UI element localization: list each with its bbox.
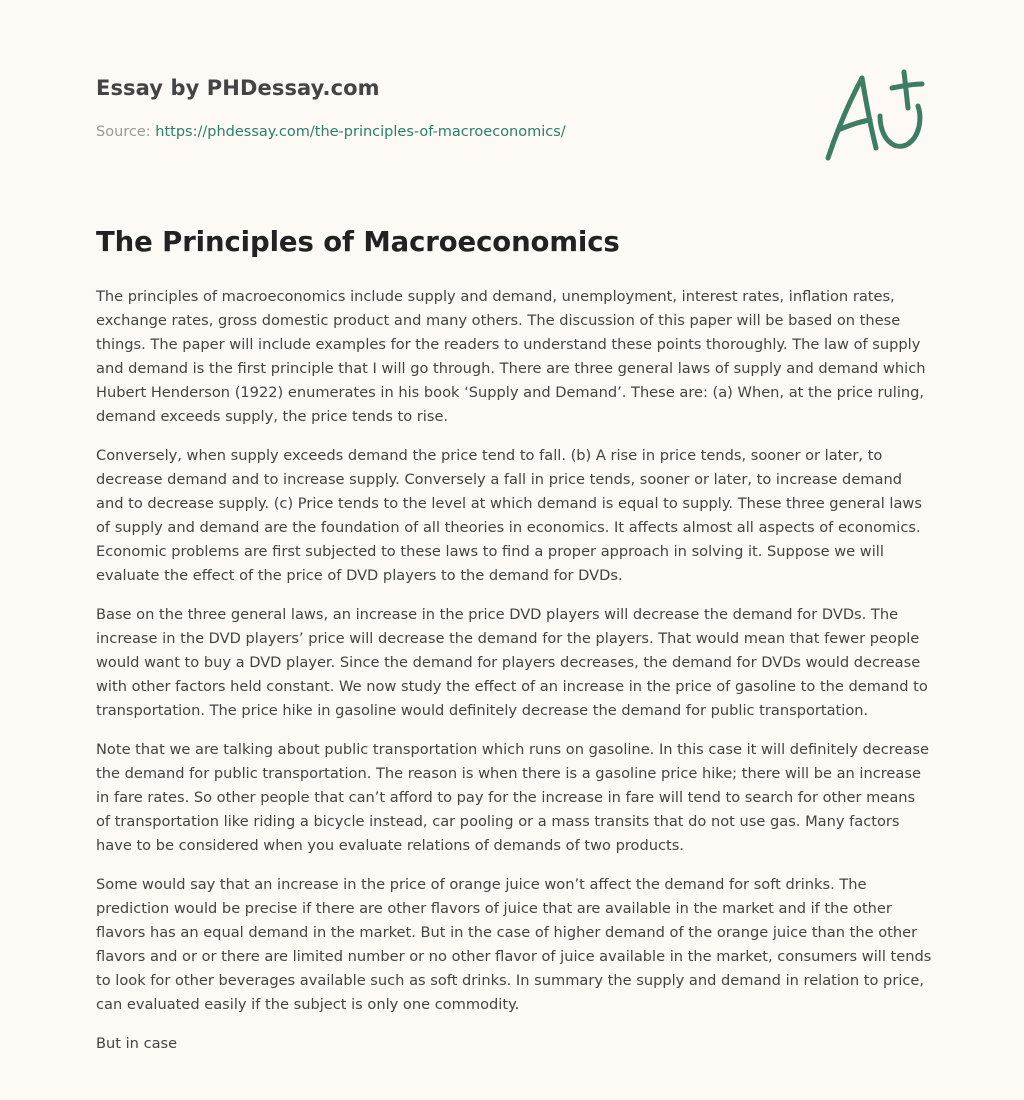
essay-body [96, 285, 932, 1071]
essay-paragraph: Conversely, when supply exceeds demand the price tend to fall. (b) A rise in price tends, sooner or later, to decrease demand and to increase supply. Conversely a fall in price tends, sooner or later, to increase demand and to decrease supply. (c) Price tends to the level at which demand is equal to supply. These three general laws of supply and demand are the foundation of all theories in economics. It affects almost all aspects of economics. Economic problems are first subjected to these laws to find a proper approach in solving it. Suppose we will evaluate the effect of the price of DVD players to the demand for DVDs. [96, 447, 922, 584]
essay-paragraph: The principles of macroeconomics include supply and demand, unemployment, interest rates, inflation rates, exchange rates, gross domestic product and many others. The discussion of this paper will be based on these things. The paper will include examples for the readers to understand these points thoroughly. The law of supply and demand is the first principle that I will go through. There are three general laws of supply and demand which Hubert Henderson (1922) enumerates in his book ‘Supply and Demand’. These are: (a) When, at the price ruling, demand exceeds supply, the price tends to rise. [96, 288, 926, 425]
essay-paragraph: Base on the three general laws, an increase in the price DVD players will decrease the demand for DVDs. The increase in the DVD players’ price will decrease the demand for the players. That would mean that fewer people would want to buy a DVD player. Since the demand for players decreases, the demand for DVDs would decrease with other factors held constant. We now study the effect of an increase in the price of gasoline to the demand to transportation. The price hike in gasoline would definitely decrease the demand for public transportation. [96, 606, 928, 719]
source-label: Source: [96, 124, 156, 140]
essay-paragraph: But in case [96, 1035, 178, 1052]
source-link[interactable]: https://phdessay.com/the-principles-of-macroeconomics/ [155, 124, 566, 140]
source-line [96, 124, 566, 140]
essay-title: The Principles of Macroeconomics [96, 226, 620, 258]
essay-paragraph: Note that we are talking about public transportation which runs on gasoline. In this case it will definitely decrease the demand for public transportation. The reason is when there is a gasoline price hike; there will be an increase in fare rates. So other people that can’t afford to pay for the increase in fare will tend to search for other means of transportation like riding a bicycle instead, car pooling or a mass transits that do not use gas. Many factors have to be considered when you evaluate relations of demands of two products. [96, 741, 929, 854]
a-plus-grade-icon [818, 64, 930, 168]
essay-paragraph: Some would say that an increase in the price of orange juice won’t affect the demand for soft drinks. The prediction would be precise if there are other flavors of juice that are available in the market and if the other flavors has an equal demand in the market. But in the case of higher demand of the orange juice than the other flavors and or or there are limited number or no other flavor of juice available in the market, consumers will tends to look for other beverages available such as soft drinks. In summary the supply and demand in relation to price, can evaluated easily if the subject is only one commodity. [96, 876, 932, 1013]
site-brand: Essay by PHDessay.com [96, 76, 380, 100]
